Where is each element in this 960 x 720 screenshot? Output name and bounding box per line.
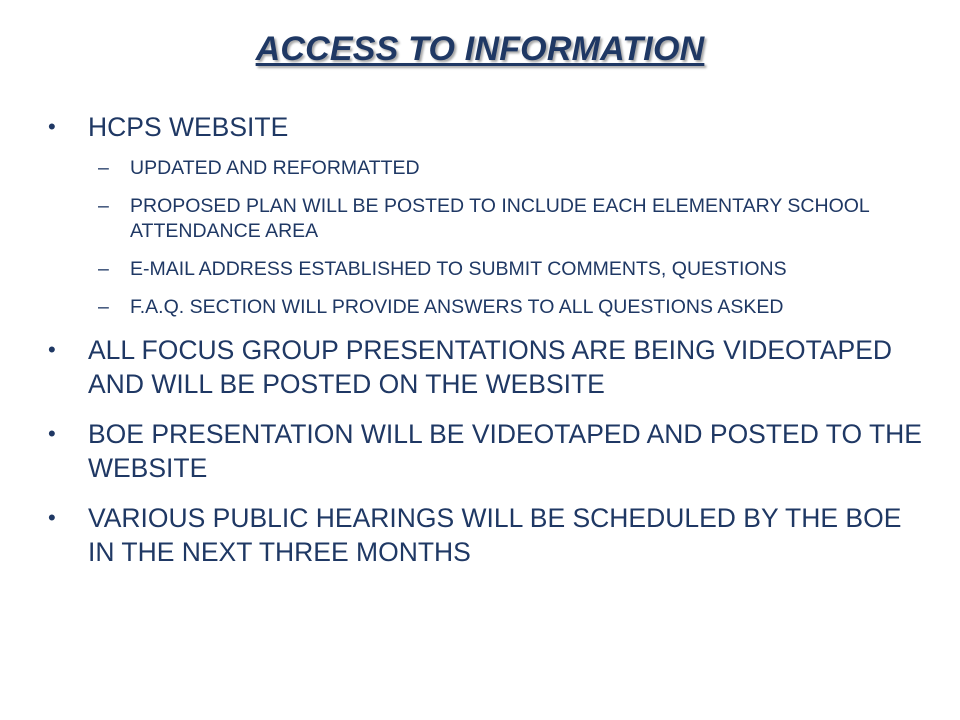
sub-bullet-item — [48, 156, 928, 181]
bullet-text: BOE PRESENTATION WILL BE VIDEOTAPED AND POSTED TO THE WEBSITE — [88, 419, 922, 483]
sub-bullet-text: PROPOSED PLAN WILL BE POSTED TO INCLUDE EACH ELEMENTARY SCHOOL ATTENDANCE AREA — [130, 195, 870, 242]
sub-bullet-marker: – — [98, 157, 109, 179]
bullet-text: HCPS WEBSITE — [88, 112, 289, 142]
sub-bullet-item — [48, 257, 928, 282]
sub-bullet-text: E-MAIL ADDRESS ESTABLISHED TO SUBMIT COMMENTS, QUESTIONS — [130, 258, 787, 280]
bullet-text: ALL FOCUS GROUP PRESENTATIONS ARE BEING VIDEOTAPED AND WILL BE POSTED ON THE WEBSITE — [88, 335, 893, 399]
bullet-public-hearings — [48, 501, 928, 569]
bullet-list — [48, 110, 928, 569]
sub-bullet-list — [48, 156, 928, 320]
bullet-marker: • — [48, 505, 56, 530]
sub-bullet-marker: – — [98, 296, 109, 318]
bullet-hcps-website — [48, 110, 928, 144]
bullet-text: VARIOUS PUBLIC HEARINGS WILL BE SCHEDULED BY THE BOE IN THE NEXT THREE MONTHS — [88, 503, 902, 567]
sub-bullet-text: F.A.Q. SECTION WILL PROVIDE ANSWERS TO ALL QUESTIONS ASKED — [130, 296, 784, 318]
bullet-marker: • — [48, 421, 56, 446]
bullet-marker: • — [48, 114, 56, 139]
bullet-boe-presentation — [48, 417, 928, 485]
sub-bullet-marker: – — [98, 195, 109, 217]
sub-bullet-item — [48, 295, 928, 320]
sub-bullet-item — [48, 194, 928, 244]
sub-bullet-marker: – — [98, 258, 109, 280]
bullet-marker: • — [48, 337, 56, 362]
slide-title: ACCESS TO INFORMATION — [255, 30, 705, 68]
sub-bullet-text: UPDATED AND REFORMATTED — [130, 157, 420, 179]
bullet-focus-group — [48, 333, 928, 401]
